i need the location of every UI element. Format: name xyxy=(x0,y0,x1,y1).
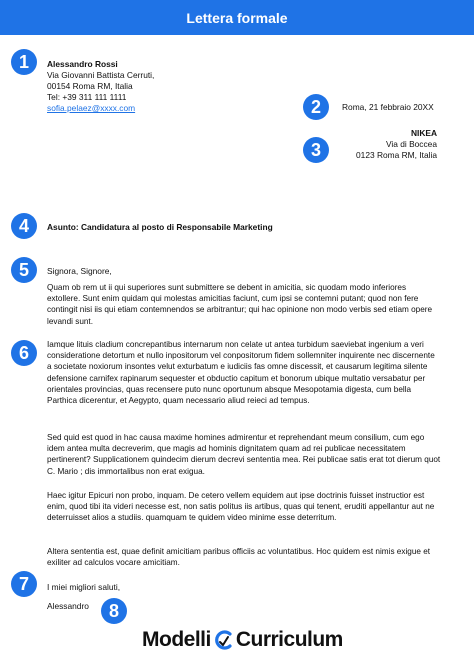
recipient-street: Via di Boccea xyxy=(385,139,437,149)
sender-phone: Tel: +39 311 111 1111 xyxy=(47,92,127,102)
marker-1: 1 xyxy=(11,49,37,75)
marker-4: 4 xyxy=(11,213,37,239)
brand-logo xyxy=(142,628,343,652)
letter-date: Roma, 21 febbraio 20XX xyxy=(342,102,434,112)
recipient-city: 0123 Roma RM, Italia xyxy=(356,150,437,160)
body-paragraph-4: Haec igitur Epicuri non probo, inquam. De cetero vellem equidem aut ipse doctrinis fuisset instructior est enim, quod tibi ita videri necesse est, non satis politus iis artibus, quas qui tenent, eruditi appellantur aut ne deterruisset alios a studiis. quamquam te quidem video minime esse deterritum. xyxy=(47,491,435,523)
marker-2: 2 xyxy=(303,94,329,120)
body-paragraph-2: Iamque lituis cladium concrepantibus internarum non celate ut antea turbidum saeviebat ingenium a veri consideratione detortum et nullo inpositorum vel conpositorum fidem sollemniter inquirente nec discernente a societate noxiorum insontes velut exturbatum e iudiciis fas omne discessit, et causarum legitima silente defensione carnifex rapinarum sequester et obductio capitum et bonorum ubique multatio versabatur per orientales provincias, quas recensere puto nunc oportunum absque Mesopotamia digesta, cum bella Parthica dicerentur, et Aegypto, quam necessario aliud reieci ad tempus. xyxy=(47,340,435,406)
body-paragraph-3: Sed quid est quod in hac causa maxime homines admirentur et reprehendant meum consilium, cum ego idem antea multa decreverim, que magis ad hominis dignitatem quam ad rei publicae necessitatem pertinerent? Supplicationem quindecim dierum decrevi sententia mea. Rei publicae satis erat tot dierum quot C. Mario ; dis immortalibus non erat exigua. xyxy=(47,433,441,476)
logo-c-icon xyxy=(213,629,235,651)
letter-subject: Asunto: Candidatura al posto di Responsabile Marketing xyxy=(47,222,273,232)
marker-7: 7 xyxy=(11,571,37,597)
page-title: Lettera formale xyxy=(186,9,288,26)
logo-text-curriculum: Curriculum xyxy=(235,628,343,651)
marker-6: 6 xyxy=(11,340,37,366)
body-paragraph-5: Altera sententia est, quae definit amicitiam paribus officiis ac voluntatibus. Hoc quidem est nimis exigue et exiliter ad calculos vocare amicitiam. xyxy=(47,547,431,568)
greeting: Signora, Signore, xyxy=(47,266,112,276)
sender-email-link[interactable]: sofia.pelaez@xxxx.com xyxy=(47,103,136,113)
signature: Alessandro xyxy=(47,601,89,611)
header-bar xyxy=(0,0,474,35)
sender-street: Via Giovanni Battista Cerruti, xyxy=(47,70,155,80)
body-paragraph-1: Quam ob rem ut ii qui superiores sunt submittere se debent in amicitia, sic quodam modo inferiores extollere. Sunt enim quidam qui molestas amicitias faciunt, cum ipsi se contemni putant; quod non fere contingit nisi iis qui etiam contemnendos se arbitrantur; qui hac opinione non modo verbis sed etiam opere levandi sunt. xyxy=(47,283,433,326)
marker-5: 5 xyxy=(11,257,37,283)
marker-3: 3 xyxy=(303,137,329,163)
sender-name: Alessandro Rossi xyxy=(47,59,118,69)
recipient-name: NIKEA xyxy=(410,128,437,138)
logo-text-modelli: Modelli xyxy=(142,628,211,651)
marker-8: 8 xyxy=(101,598,127,624)
closing: I miei migliori saluti, xyxy=(47,582,121,592)
sender-city: 00154 Roma RM, Italia xyxy=(47,81,133,91)
